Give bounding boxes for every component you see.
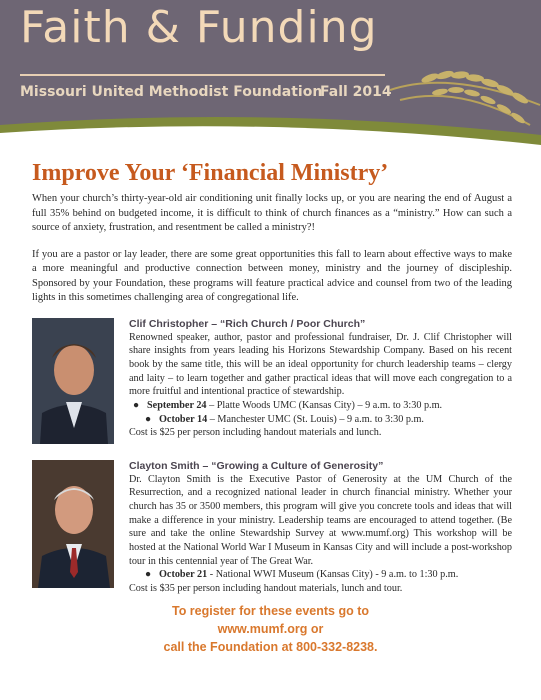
masthead-rule [20, 74, 385, 76]
event-item [129, 413, 512, 427]
event-detail: - National WWI Museum (Kansas City) - 9 a.m. to 1:30 p.m. [207, 569, 459, 581]
edition-label: Fall 2014 [320, 84, 392, 100]
intro-paragraph: When your church’s thirty-year-old air conditioning unit finally locks up, or you are nearing the end of August a full 35% behind on budgeted income, it is difficult to think of church finances as a “ministry.” How can such a source of anxiety, frustration, and resentment be called a ministry?! [32, 193, 512, 234]
speaker-description: Dr. Clayton Smith is the Executive Pastor of Generosity at the UM Church of the Resurrection, and a recognized national leader in church financial ministry. Whether your church has 35 or 3500 members, this program will give you concrete tools and ideas that will make a difference in your ministry. Leadership teams are encouraged to attend together. (Be sure and take the online Stewardship Survey at www.mumf.org) This workshop will be hosted at the National World War I Museum in Kansas City and will include a post-workshop tour in this centennial year of The Great War. [129, 473, 512, 567]
speaker-bio [129, 318, 512, 440]
speaker-section-smith [32, 460, 512, 610]
article-headline: Improve Your ‘Financial Ministry’ [32, 160, 389, 186]
speaker-photo [32, 460, 114, 588]
header-swoosh [0, 100, 541, 150]
speaker-bio [129, 460, 512, 596]
speaker-section-christopher [32, 318, 512, 448]
speaker-title: Clayton Smith – “Growing a Culture of Generosity” [129, 459, 384, 472]
masthead-banner [0, 0, 541, 150]
cta-line: To register for these events go to [171, 604, 370, 618]
event-item [129, 568, 512, 582]
event-date: October 21 [159, 569, 208, 581]
cta-website-link[interactable]: www.mumf.org or [217, 622, 324, 637]
event-detail: – Platte Woods UMC (Kansas City) – 9 a.m. to 3:30 p.m. [206, 400, 443, 412]
speaker-description: Renowned speaker, author, pastor and professional fundraiser, Dr. J. Clif Christopher will share insights from years leading his Horizons Stewardship Company. Based on his recent book by the same title, this will be an ideal opportunity for church leadership teams – clergy and laity – to learn together and gather practical ideas that will move each congregation to a more fruitful and intentional practice of stewardship. [129, 331, 512, 398]
bullet-icon: ● [133, 400, 140, 412]
opportunities-paragraph: If you are a pastor or lay leader, there are some great opportunities this fall to learn about effective ways to make a more meaningful and productive connection between money, ministry and the journey of discipleship. Sponsored by your Foundation, these programs will feature practical advice and counsel from two of the leading lights in this sometimes challenging area of congregational life. [32, 248, 512, 304]
event-item [129, 399, 512, 413]
cta-phone[interactable]: call the Foundation at 800-332-8238. [163, 640, 378, 655]
organization-name: Missouri United Methodist Foundation [20, 84, 323, 100]
masthead-title: Faith & Funding [20, 2, 378, 53]
event-detail: – Manchester UMC (St. Louis) – 9 a.m. to 3:30 p.m. [207, 413, 424, 425]
speaker-photo [32, 318, 114, 444]
bullet-icon: ● [145, 413, 152, 425]
article [32, 160, 512, 610]
registration-callout [0, 602, 541, 656]
event-date: September 24 [147, 400, 207, 412]
event-date: October 14 [159, 413, 208, 425]
event-cost: Cost is $35 per person including handout materials, lunch and tour. [129, 583, 403, 595]
event-cost: Cost is $25 per person including handout materials and lunch. [129, 427, 382, 439]
bullet-icon: ● [145, 569, 152, 581]
speaker-title: Clif Christopher – “Rich Church / Poor Church” [129, 317, 366, 330]
